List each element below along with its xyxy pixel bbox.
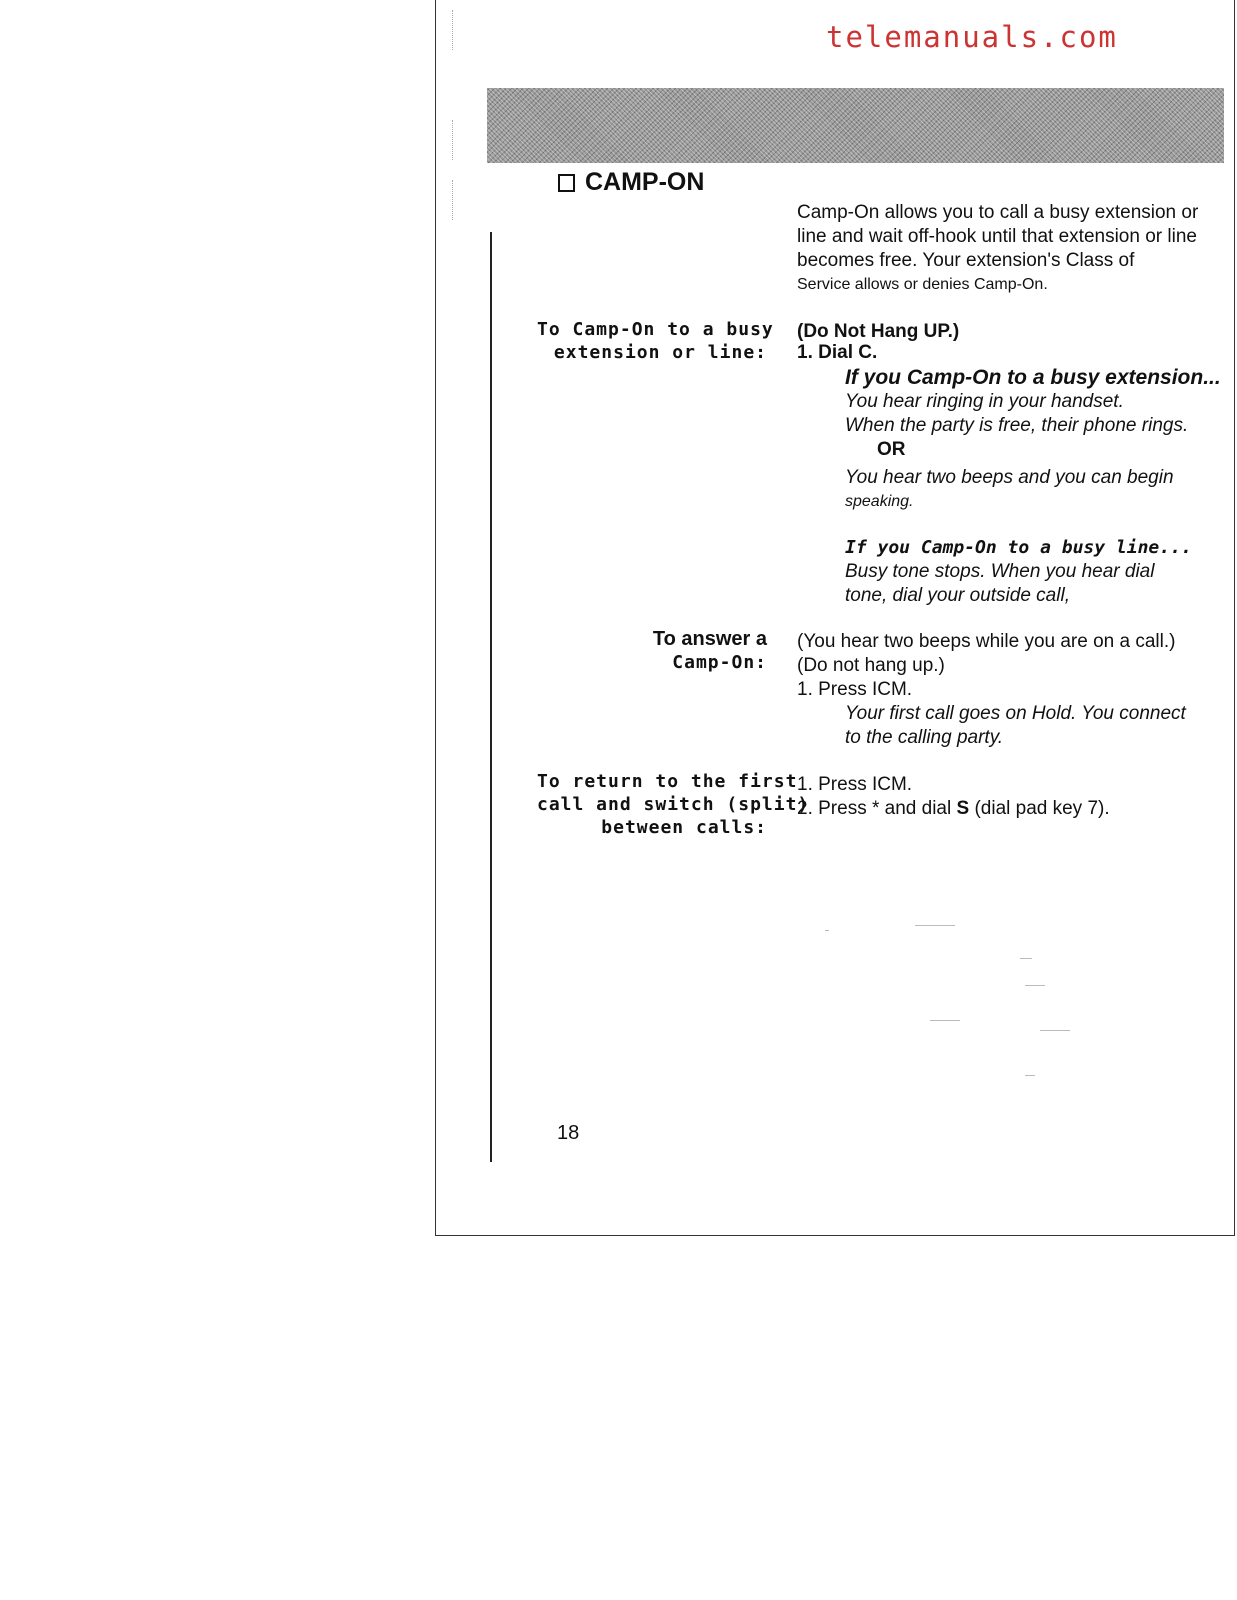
step: 1. Press ICM.: [797, 679, 913, 700]
scan-speck: [825, 930, 829, 931]
case-line: You hear two beeps and you can begin: [845, 467, 1174, 488]
scan-speck: [915, 925, 955, 926]
label-line: Camp-On:: [672, 652, 767, 673]
section-title: [558, 168, 704, 197]
label-return-split: [537, 770, 810, 839]
intro-paragraph: [797, 201, 1197, 297]
step: 1. Press ICM.: [797, 774, 913, 795]
case-heading: If you Camp-On to a busy extension...: [845, 366, 1221, 389]
result-line: Your first call goes on Hold. You connect: [845, 703, 1186, 724]
watermark-link[interactable]: telemanuals.com: [826, 20, 1118, 54]
section-title-text: CAMP-ON: [585, 168, 705, 196]
result-line: to the calling party.: [845, 727, 1004, 748]
or-divider: OR: [877, 439, 906, 460]
answer-instructions: [797, 630, 1197, 750]
label-line: call and switch (split): [537, 794, 810, 815]
note: (You hear two beeps while you are on a call.): [797, 631, 1176, 652]
note: (Do not hang up.): [797, 655, 945, 676]
scan-speck: [1025, 1075, 1035, 1076]
label-camp-on-busy: [537, 318, 774, 364]
case-line: tone, dial your outside call,: [845, 585, 1070, 606]
label-line: To answer a: [652, 628, 767, 650]
key-letter: S: [956, 798, 970, 819]
label-line: To Camp-On to a busy: [537, 319, 774, 340]
scan-speck: [1020, 958, 1032, 959]
intro-line: Camp-On allows you to call a busy extension or: [797, 202, 1199, 223]
case-line: You hear ringing in your handset.: [845, 391, 1124, 412]
scan-mark: [452, 10, 454, 50]
case-heading: If you Camp-On to a busy line...: [845, 537, 1192, 558]
scan-speck: [1040, 1030, 1070, 1031]
intro-line: becomes free. Your extension's Class of: [797, 250, 1135, 271]
left-margin-rule: [490, 232, 492, 1162]
case-line: speaking.: [845, 493, 914, 510]
case-line: Busy tone stops. When you hear dial: [845, 561, 1155, 582]
scan-mark: [452, 120, 454, 160]
note: (Do Not Hang UP.): [797, 321, 960, 342]
label-answer-camp-on: [537, 628, 767, 674]
split-instructions: [797, 773, 1197, 821]
step-text: (dial pad key 7).: [969, 798, 1110, 819]
header-band: [487, 88, 1224, 163]
label-line: To return to the first: [537, 771, 798, 792]
step: 1. Dial C.: [797, 342, 878, 363]
label-line: extension or line:: [553, 342, 767, 363]
intro-line: Service allows or denies Camp-On.: [797, 276, 1048, 293]
step: [797, 797, 1197, 821]
label-line: between calls:: [601, 817, 767, 838]
scan-speck: [930, 1020, 960, 1021]
page-frame: [435, 0, 1235, 1236]
intro-line: line and wait off-hook until that extension or line: [797, 226, 1197, 247]
scan-speck: [1025, 985, 1045, 986]
case-line: When the party is free, their phone rings.: [845, 415, 1189, 436]
scan-mark: [452, 180, 454, 220]
step-text: 2. Press * and dial: [797, 798, 957, 819]
page-number: 18: [557, 1122, 580, 1144]
checkbox-icon: [558, 174, 575, 192]
camp-on-instructions: [797, 320, 1221, 608]
